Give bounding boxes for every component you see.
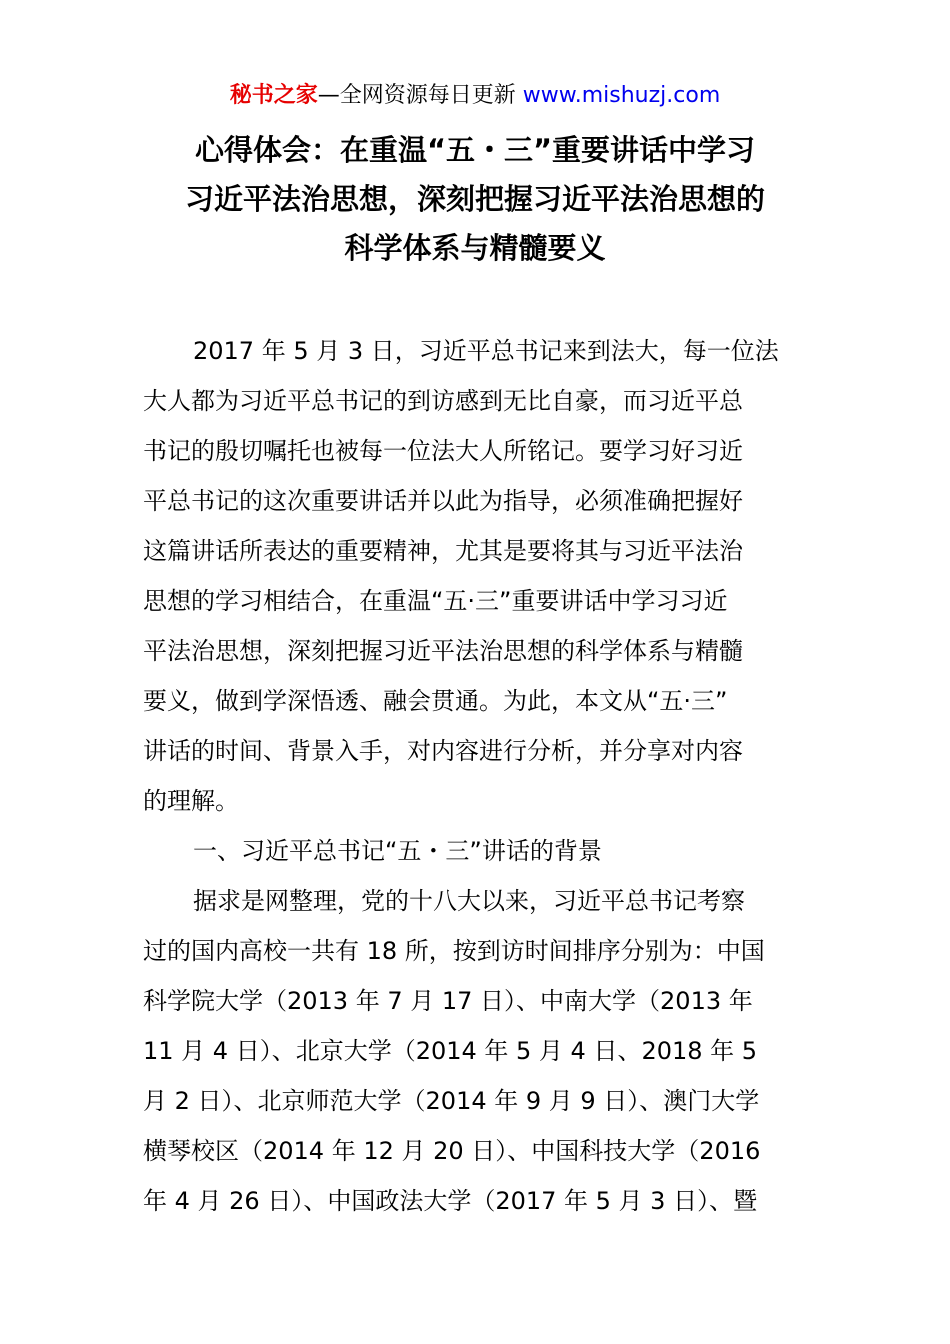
- section-heading: [143, 826, 811, 876]
- paragraph-line: 的理解。: [143, 787, 239, 815]
- paragraph-line: 过的国内高校一共有 18 所，按到访时间排序分别为：中国: [143, 937, 765, 965]
- site-name: 秘书之家: [229, 83, 318, 108]
- paragraph-line: 横琴校区（2014 年 12 月 20 日）、中国科技大学（2016: [143, 1137, 761, 1165]
- section-heading-text: 一、习近平总书记“五・三”讲话的背景: [193, 837, 602, 865]
- title-line: 心得体会：在重温“五・三”重要讲话中学习: [194, 133, 756, 167]
- paragraph-line: 月 2 日）、北京师范大学（2014 年 9 月 9 日）、澳门大学: [143, 1087, 760, 1115]
- background-paragraph: [143, 876, 811, 1226]
- paragraph-line: 书记的殷切嘱托也被每一位法大人所铭记。要学习好习近: [143, 437, 743, 465]
- intro-paragraph: [143, 326, 811, 826]
- paragraph-line: 要义，做到学深悟透、融会贯通。为此，本文从“五·三”: [143, 687, 728, 715]
- title-line: 科学体系与精髓要义: [344, 231, 606, 265]
- paragraph-line: 年 4 月 26 日）、中国政法大学（2017 年 5 月 3 日）、暨: [143, 1187, 758, 1215]
- site-tagline: —全网资源每日更新: [317, 83, 523, 108]
- paragraph-line: 11 月 4 日）、北京大学（2014 年 5 月 4 日、2018 年 5: [143, 1037, 758, 1065]
- paragraph-line: 思想的学习相结合，在重温“五·三”重要讲话中学习习近: [143, 587, 728, 615]
- paragraph-line: 平总书记的这次重要讲话并以此为指导，必须准确把握好: [143, 487, 743, 515]
- title-line: 习近平法治思想，深刻把握习近平法治思想的: [184, 182, 765, 216]
- paragraph-line: 大人都为习近平总书记的到访感到无比自豪，而习近平总: [143, 387, 743, 415]
- paragraph-line: 据求是网整理，党的十八大以来，习近平总书记考察: [193, 887, 745, 915]
- paragraph-line: 讲话的时间、背景入手，对内容进行分析，并分享对内容: [143, 737, 743, 765]
- document-title: [100, 126, 850, 273]
- paragraph-line: 平法治思想，深刻把握习近平法治思想的科学体系与精髓: [143, 637, 743, 665]
- paragraph-line: 2017 年 5 月 3 日，习近平总书记来到法大，每一位法: [193, 337, 779, 365]
- paragraph-line: 科学院大学（2013 年 7 月 17 日）、中南大学（2013 年: [143, 987, 753, 1015]
- site-url-link[interactable]: www.mishuzj.com: [522, 83, 721, 108]
- paragraph-line: 这篇讲话所表达的重要精神，尤其是要将其与习近平法治: [143, 537, 743, 565]
- document-body: [143, 326, 811, 1226]
- site-header: [0, 80, 950, 112]
